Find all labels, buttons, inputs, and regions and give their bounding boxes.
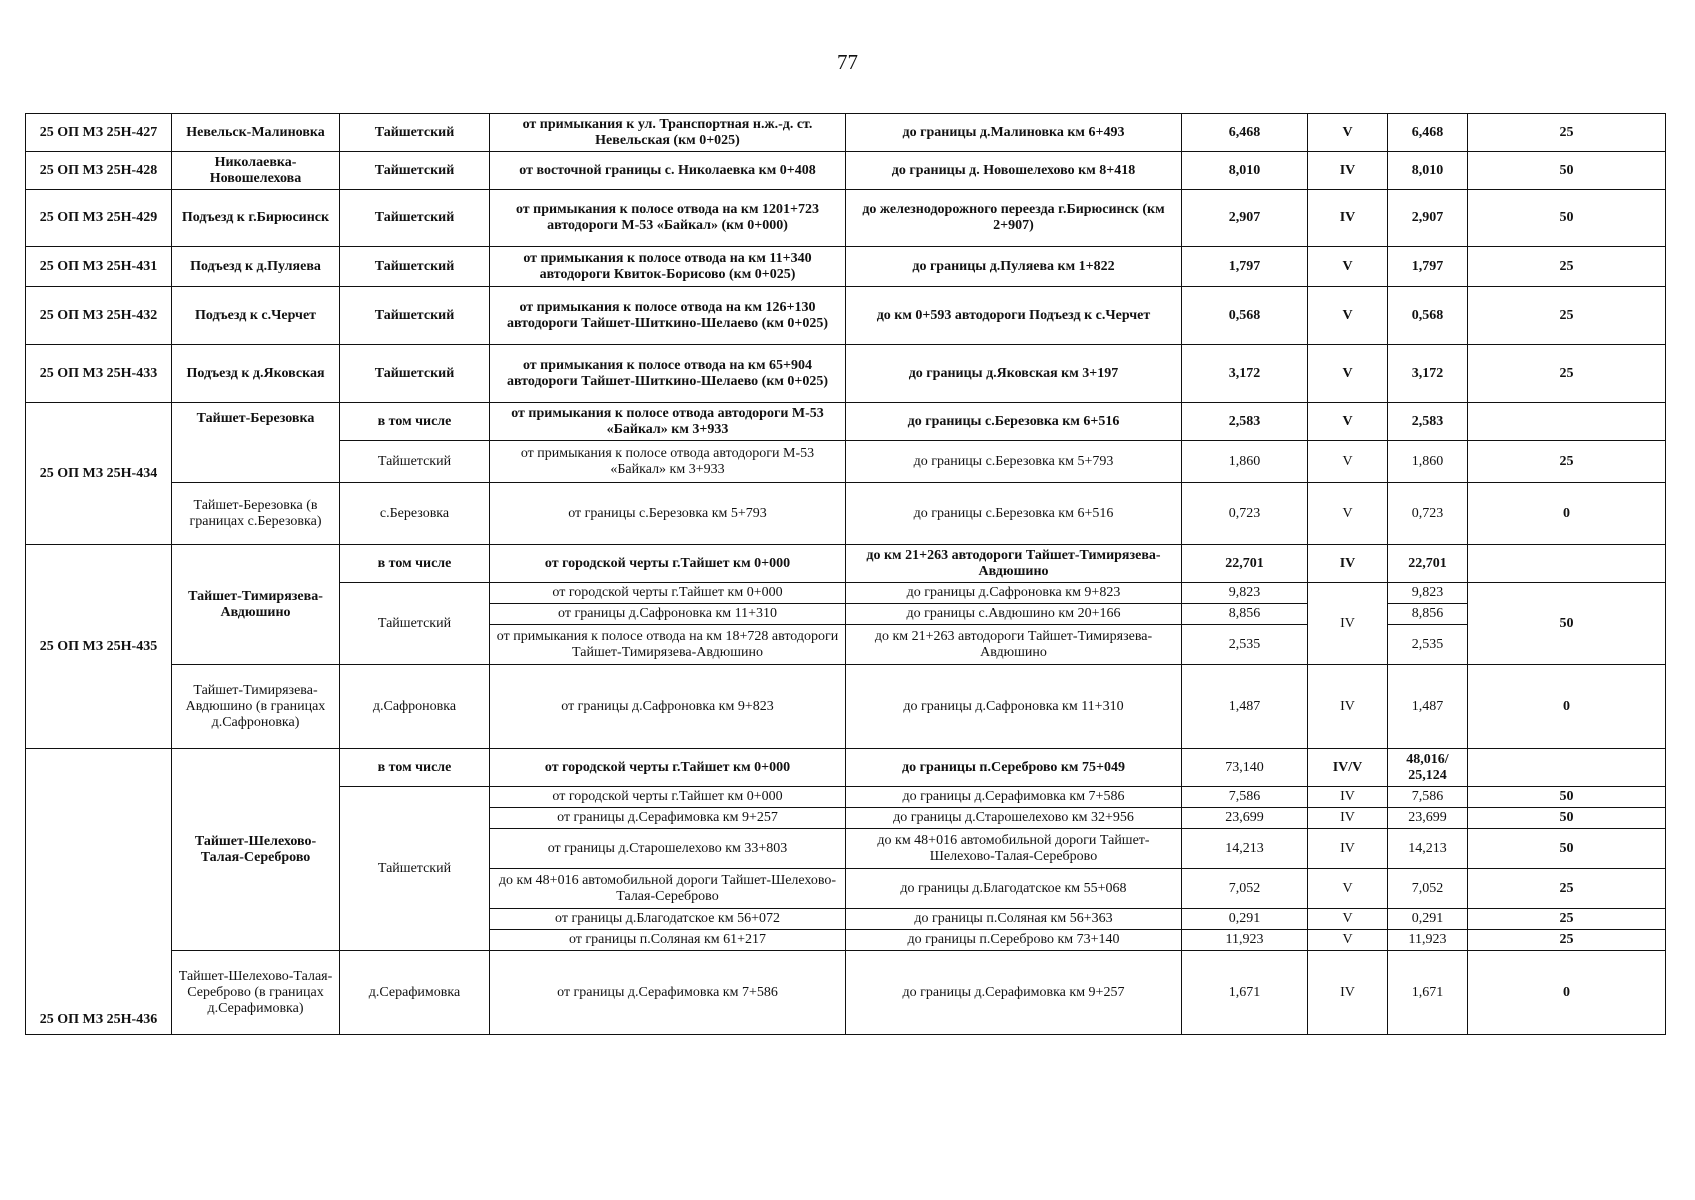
- category: V: [1308, 403, 1388, 441]
- road-name: Тайшет-Березовка: [172, 403, 340, 483]
- segment-from: от примыкания к полосе отвода на км 126+130 автодороги Тайшет-Шиткино-Шелаево (км 0+025): [490, 287, 846, 345]
- category: V: [1308, 930, 1388, 951]
- segment-to: до границы д.Малиновка км 6+493: [846, 114, 1182, 152]
- district: с.Березовка: [340, 483, 490, 545]
- category: IV: [1308, 152, 1388, 190]
- category: IV: [1308, 951, 1388, 1035]
- segment-from: от границы д.Сафроновка км 9+823: [490, 665, 846, 749]
- paved-length: 48,016/ 25,124: [1388, 749, 1468, 787]
- right-of-way-width: 50: [1468, 583, 1666, 665]
- paved-length: 2,535: [1388, 625, 1468, 665]
- length-km: 23,699: [1182, 808, 1308, 829]
- segment-to: до границы с.Березовка км 5+793: [846, 441, 1182, 483]
- district: Тайшетский: [340, 287, 490, 345]
- segment-to: до границы д.Благодатское км 55+068: [846, 869, 1182, 909]
- category: IV: [1308, 787, 1388, 808]
- road-name: Тайшет-Березовка (в границах с.Березовка): [172, 483, 340, 545]
- district: Тайшетский: [340, 583, 490, 665]
- district: Тайшетский: [340, 247, 490, 287]
- segment-to: до границы д.Серафимовка км 9+257: [846, 951, 1182, 1035]
- road-name: Николаевка-Новошелехова: [172, 152, 340, 190]
- segment-to: до границы с.Березовка км 6+516: [846, 483, 1182, 545]
- segment-from: до км 48+016 автомобильной дороги Тайшет-Шелехово-Талая-Сереброво: [490, 869, 846, 909]
- road-name: Тайшет-Тимирязева-Авдюшино (в границах д.Сафроновка): [172, 665, 340, 749]
- table-row: [26, 749, 1666, 787]
- right-of-way-width: 0: [1468, 665, 1666, 749]
- table-row: [26, 951, 1666, 1035]
- road-name: Тайшет-Тимирязева-Авдюшино: [172, 545, 340, 665]
- district: Тайшетский: [340, 152, 490, 190]
- road-code: 25 ОП МЗ 25Н-427: [26, 114, 172, 152]
- road-code: 25 ОП МЗ 25Н-435: [26, 545, 172, 749]
- segment-to: до границы п.Сереброво км 73+140: [846, 930, 1182, 951]
- paved-length: 8,010: [1388, 152, 1468, 190]
- right-of-way-width: [1468, 545, 1666, 583]
- district: д.Сафроновка: [340, 665, 490, 749]
- district: в том числе: [340, 545, 490, 583]
- category: V: [1308, 247, 1388, 287]
- road-name: Подъезд к д.Пуляева: [172, 247, 340, 287]
- paved-length: 14,213: [1388, 829, 1468, 869]
- segment-to: до границы д. Новошелехово км 8+418: [846, 152, 1182, 190]
- road-name: Подъезд к д.Яковская: [172, 345, 340, 403]
- paved-length: 23,699: [1388, 808, 1468, 829]
- category: V: [1308, 441, 1388, 483]
- paved-length: 9,823: [1388, 583, 1468, 604]
- length-km: 0,291: [1182, 909, 1308, 930]
- table-row: [26, 190, 1666, 247]
- segment-from: от примыкания к полосе отвода на км 1201+723 автодороги М-53 «Байкал» (км 0+000): [490, 190, 846, 247]
- segment-from: от примыкания к полосе отвода автодороги М-53 «Байкал» км 3+933: [490, 403, 846, 441]
- paved-length: 0,291: [1388, 909, 1468, 930]
- district: в том числе: [340, 749, 490, 787]
- road-name: Подъезд к г.Бирюсинск: [172, 190, 340, 247]
- segment-to: до границы д.Серафимовка км 7+586: [846, 787, 1182, 808]
- table-row: [26, 345, 1666, 403]
- segment-to: до границы п.Сереброво км 75+049: [846, 749, 1182, 787]
- segment-to: до км 0+593 автодороги Подъезд к с.Черчет: [846, 287, 1182, 345]
- road-name: Тайшет-Шелехово-Талая-Сереброво: [172, 749, 340, 951]
- district: Тайшетский: [340, 190, 490, 247]
- segment-to: до км 48+016 автомобильной дороги Тайшет-Шелехово-Талая-Сереброво: [846, 829, 1182, 869]
- segment-to: до границы д.Яковская км 3+197: [846, 345, 1182, 403]
- paved-length: 1,797: [1388, 247, 1468, 287]
- road-code: 25 ОП МЗ 25Н-436: [26, 749, 172, 1035]
- paved-length: 22,701: [1388, 545, 1468, 583]
- length-km: 7,052: [1182, 869, 1308, 909]
- right-of-way-width: 25: [1468, 247, 1666, 287]
- category: IV/V: [1308, 749, 1388, 787]
- segment-from: от границы д.Старошелехово км 33+803: [490, 829, 846, 869]
- category: IV: [1308, 190, 1388, 247]
- right-of-way-width: 50: [1468, 829, 1666, 869]
- segment-from: от границы д.Благодатское км 56+072: [490, 909, 846, 930]
- length-km: 8,856: [1182, 604, 1308, 625]
- category: IV: [1308, 808, 1388, 829]
- road-code: 25 ОП МЗ 25Н-434: [26, 403, 172, 545]
- segment-to: до границы д.Сафроновка км 9+823: [846, 583, 1182, 604]
- category: V: [1308, 483, 1388, 545]
- district: Тайшетский: [340, 345, 490, 403]
- table-row: [26, 287, 1666, 345]
- segment-from: от городской черты г.Тайшет км 0+000: [490, 787, 846, 808]
- road-code: 25 ОП МЗ 25Н-432: [26, 287, 172, 345]
- segment-from: от границы д.Серафимовка км 9+257: [490, 808, 846, 829]
- paved-length: 1,487: [1388, 665, 1468, 749]
- right-of-way-width: 50: [1468, 190, 1666, 247]
- category: V: [1308, 114, 1388, 152]
- length-km: 8,010: [1182, 152, 1308, 190]
- category: IV: [1308, 545, 1388, 583]
- table-row: [26, 114, 1666, 152]
- roads-table: [25, 113, 1666, 1035]
- length-km: 0,723: [1182, 483, 1308, 545]
- segment-to: до км 21+263 автодороги Тайшет-Тимирязева-Авдюшино: [846, 625, 1182, 665]
- length-km: 2,583: [1182, 403, 1308, 441]
- right-of-way-width: 50: [1468, 787, 1666, 808]
- length-km: 2,907: [1182, 190, 1308, 247]
- table-row: [26, 247, 1666, 287]
- district: Тайшетский: [340, 787, 490, 951]
- paved-length: 3,172: [1388, 345, 1468, 403]
- right-of-way-width: 25: [1468, 869, 1666, 909]
- segment-to: до границы д.Сафроновка км 11+310: [846, 665, 1182, 749]
- right-of-way-width: 50: [1468, 152, 1666, 190]
- paved-length: 6,468: [1388, 114, 1468, 152]
- road-name: Невельск-Малиновка: [172, 114, 340, 152]
- length-km: 14,213: [1182, 829, 1308, 869]
- length-km: 1,671: [1182, 951, 1308, 1035]
- table-row: [26, 403, 1666, 441]
- table-row: [26, 483, 1666, 545]
- right-of-way-width: 25: [1468, 345, 1666, 403]
- road-code: 25 ОП МЗ 25Н-428: [26, 152, 172, 190]
- right-of-way-width: 0: [1468, 483, 1666, 545]
- category: V: [1308, 287, 1388, 345]
- length-km: 1,797: [1182, 247, 1308, 287]
- segment-from: от примыкания к полосе отвода автодороги М-53 «Байкал» км 3+933: [490, 441, 846, 483]
- segment-from: от границы с.Березовка км 5+793: [490, 483, 846, 545]
- category: V: [1308, 869, 1388, 909]
- segment-from: от городской черты г.Тайшет км 0+000: [490, 583, 846, 604]
- district: в том числе: [340, 403, 490, 441]
- table-row: [26, 665, 1666, 749]
- paved-length: 2,907: [1388, 190, 1468, 247]
- segment-to: до км 21+263 автодороги Тайшет-Тимирязева-Авдюшино: [846, 545, 1182, 583]
- segment-from: от городской черты г.Тайшет км 0+000: [490, 749, 846, 787]
- road-name: Тайшет-Шелехово-Талая-Сереброво (в границах д.Серафимовка): [172, 951, 340, 1035]
- right-of-way-width: 50: [1468, 808, 1666, 829]
- category: V: [1308, 909, 1388, 930]
- segment-from: от примыкания к полосе отвода на км 11+340 автодороги Квиток-Борисово (км 0+025): [490, 247, 846, 287]
- page-number: 77: [837, 50, 858, 74]
- road-code: 25 ОП МЗ 25Н-429: [26, 190, 172, 247]
- segment-to: до железнодорожного переезда г.Бирюсинск (км 2+907): [846, 190, 1182, 247]
- paved-length: 1,671: [1388, 951, 1468, 1035]
- right-of-way-width: 25: [1468, 441, 1666, 483]
- district: д.Серафимовка: [340, 951, 490, 1035]
- segment-to: до границы п.Соляная км 56+363: [846, 909, 1182, 930]
- length-km: 1,860: [1182, 441, 1308, 483]
- segment-to: до границы с.Березовка км 6+516: [846, 403, 1182, 441]
- right-of-way-width: [1468, 749, 1666, 787]
- road-name: Подъезд к с.Черчет: [172, 287, 340, 345]
- paved-length: 0,568: [1388, 287, 1468, 345]
- paved-length: 8,856: [1388, 604, 1468, 625]
- segment-from: от примыкания к полосе отвода на км 18+728 автодороги Тайшет-Тимирязева-Авдюшино: [490, 625, 846, 665]
- length-km: 0,568: [1182, 287, 1308, 345]
- segment-to: до границы д.Пуляева км 1+822: [846, 247, 1182, 287]
- table-row: [26, 545, 1666, 583]
- segment-from: от границы д.Сафроновка км 11+310: [490, 604, 846, 625]
- length-km: 1,487: [1182, 665, 1308, 749]
- length-km: 6,468: [1182, 114, 1308, 152]
- paved-length: 7,586: [1388, 787, 1468, 808]
- paved-length: 2,583: [1388, 403, 1468, 441]
- length-km: 7,586: [1182, 787, 1308, 808]
- segment-from: от примыкания к полосе отвода на км 65+904 автодороги Тайшет-Шиткино-Шелаево (км 0+025): [490, 345, 846, 403]
- road-code: 25 ОП МЗ 25Н-431: [26, 247, 172, 287]
- paved-length: 1,860: [1388, 441, 1468, 483]
- length-km: 73,140: [1182, 749, 1308, 787]
- length-km: 11,923: [1182, 930, 1308, 951]
- category: IV: [1308, 665, 1388, 749]
- district: Тайшетский: [340, 114, 490, 152]
- segment-to: до границы д.Старошелехово км 32+956: [846, 808, 1182, 829]
- right-of-way-width: 25: [1468, 287, 1666, 345]
- right-of-way-width: 25: [1468, 909, 1666, 930]
- road-code: 25 ОП МЗ 25Н-433: [26, 345, 172, 403]
- right-of-way-width: [1468, 403, 1666, 441]
- category: IV: [1308, 829, 1388, 869]
- category: V: [1308, 345, 1388, 403]
- segment-from: от примыкания к ул. Транспортная н.ж.-д. ст. Невельская (км 0+025): [490, 114, 846, 152]
- length-km: 2,535: [1182, 625, 1308, 665]
- paved-length: 7,052: [1388, 869, 1468, 909]
- segment-to: до границы с.Авдюшино км 20+166: [846, 604, 1182, 625]
- table-row: [26, 152, 1666, 190]
- category: IV: [1308, 583, 1388, 665]
- right-of-way-width: 0: [1468, 951, 1666, 1035]
- segment-from: от восточной границы с. Николаевка км 0+408: [490, 152, 846, 190]
- paved-length: 11,923: [1388, 930, 1468, 951]
- segment-from: от городской черты г.Тайшет км 0+000: [490, 545, 846, 583]
- length-km: 9,823: [1182, 583, 1308, 604]
- right-of-way-width: 25: [1468, 930, 1666, 951]
- district: Тайшетский: [340, 441, 490, 483]
- paved-length: 0,723: [1388, 483, 1468, 545]
- segment-from: от границы д.Серафимовка км 7+586: [490, 951, 846, 1035]
- segment-from: от границы п.Соляная км 61+217: [490, 930, 846, 951]
- length-km: 3,172: [1182, 345, 1308, 403]
- right-of-way-width: 25: [1468, 114, 1666, 152]
- length-km: 22,701: [1182, 545, 1308, 583]
